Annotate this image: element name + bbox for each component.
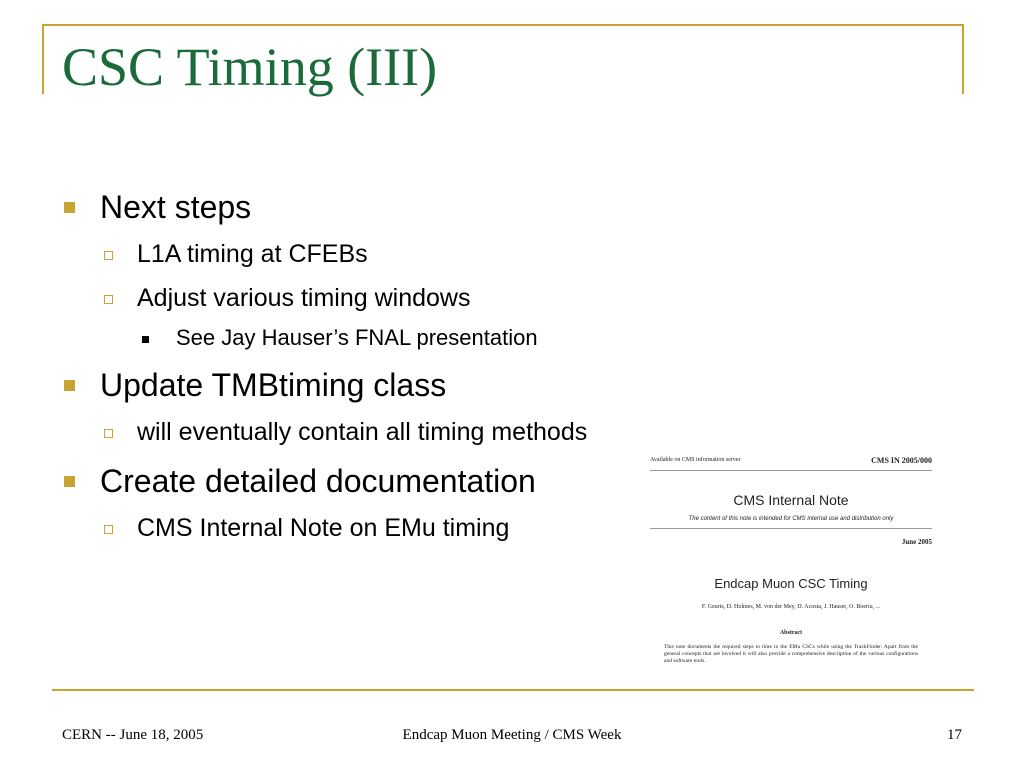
square-bullet-icon	[64, 380, 75, 391]
doc-paper-title: Endcap Muon CSC Timing	[714, 576, 868, 591]
bullet-item	[62, 364, 722, 406]
doc-rule	[650, 528, 932, 529]
doc-availability: Available on CMS information server	[650, 457, 741, 463]
hollow-square-bullet-icon	[104, 251, 113, 260]
bullet-item	[62, 186, 722, 228]
doc-abstract-text: This note documents the required steps to time in the EMu CSCs while using the TrackFinder. Apart from the general concepts that are involved it will also provide a comprehensive description of the various configurations and software tools.	[664, 644, 918, 664]
sub-bullet-text: Adjust various timing windows	[137, 284, 471, 312]
frame-bottom-line	[52, 689, 974, 691]
hollow-square-bullet-icon	[104, 525, 113, 534]
doc-date: June 2005	[901, 538, 932, 546]
slide-title: CSC Timing (III)	[62, 37, 438, 97]
bullet-list	[62, 186, 722, 546]
hollow-square-bullet-icon	[104, 429, 113, 438]
bullet-text: Next steps	[100, 189, 252, 225]
document-thumbnail	[644, 452, 938, 674]
doc-note-type: CMS Internal Note	[733, 492, 849, 508]
doc-rule	[650, 470, 932, 471]
sub-bullet-text: CMS Internal Note on EMu timing	[137, 514, 510, 542]
sub-bullet-item	[62, 510, 722, 546]
doc-abstract-heading: Abstract	[779, 630, 803, 636]
sub-bullet-text: L1A timing at CFEBs	[137, 240, 368, 268]
doc-note-id: CMS IN 2005/000	[871, 456, 932, 465]
sub-sub-bullet-text: See Jay Hauser’s FNAL presentation	[176, 325, 538, 350]
sub-bullet-item	[62, 414, 722, 450]
doc-distribution: The content of this note is intended for CMS internal use and distribution only	[688, 516, 894, 522]
doc-authors: F. Geurts, D. Holmes, M. von der Mey, D. Acosta, J. Hauser, O. Boeriu, ...	[701, 604, 881, 610]
sub-bullet-item	[62, 280, 722, 316]
frame-left-line	[42, 24, 44, 94]
frame-top-line	[42, 24, 964, 26]
sub-sub-bullet-item	[62, 322, 722, 354]
square-bullet-icon	[64, 202, 75, 213]
sub-bullet-text: will eventually contain all timing methods	[137, 418, 588, 446]
frame-right-line	[962, 24, 964, 94]
bullet-item	[62, 460, 722, 502]
hollow-square-bullet-icon	[104, 295, 113, 304]
footer-date: CERN -- June 18, 2005	[62, 727, 204, 743]
square-bullet-icon	[64, 476, 75, 487]
sub-bullet-item	[62, 236, 722, 272]
bullet-text: Create detailed documentation	[100, 463, 536, 499]
bullet-text: Update TMBtiming class	[100, 367, 447, 403]
page-number: 17	[947, 727, 962, 743]
small-square-bullet-icon	[142, 336, 149, 343]
footer-event: Endcap Muon Meeting / CMS Week	[402, 727, 622, 743]
